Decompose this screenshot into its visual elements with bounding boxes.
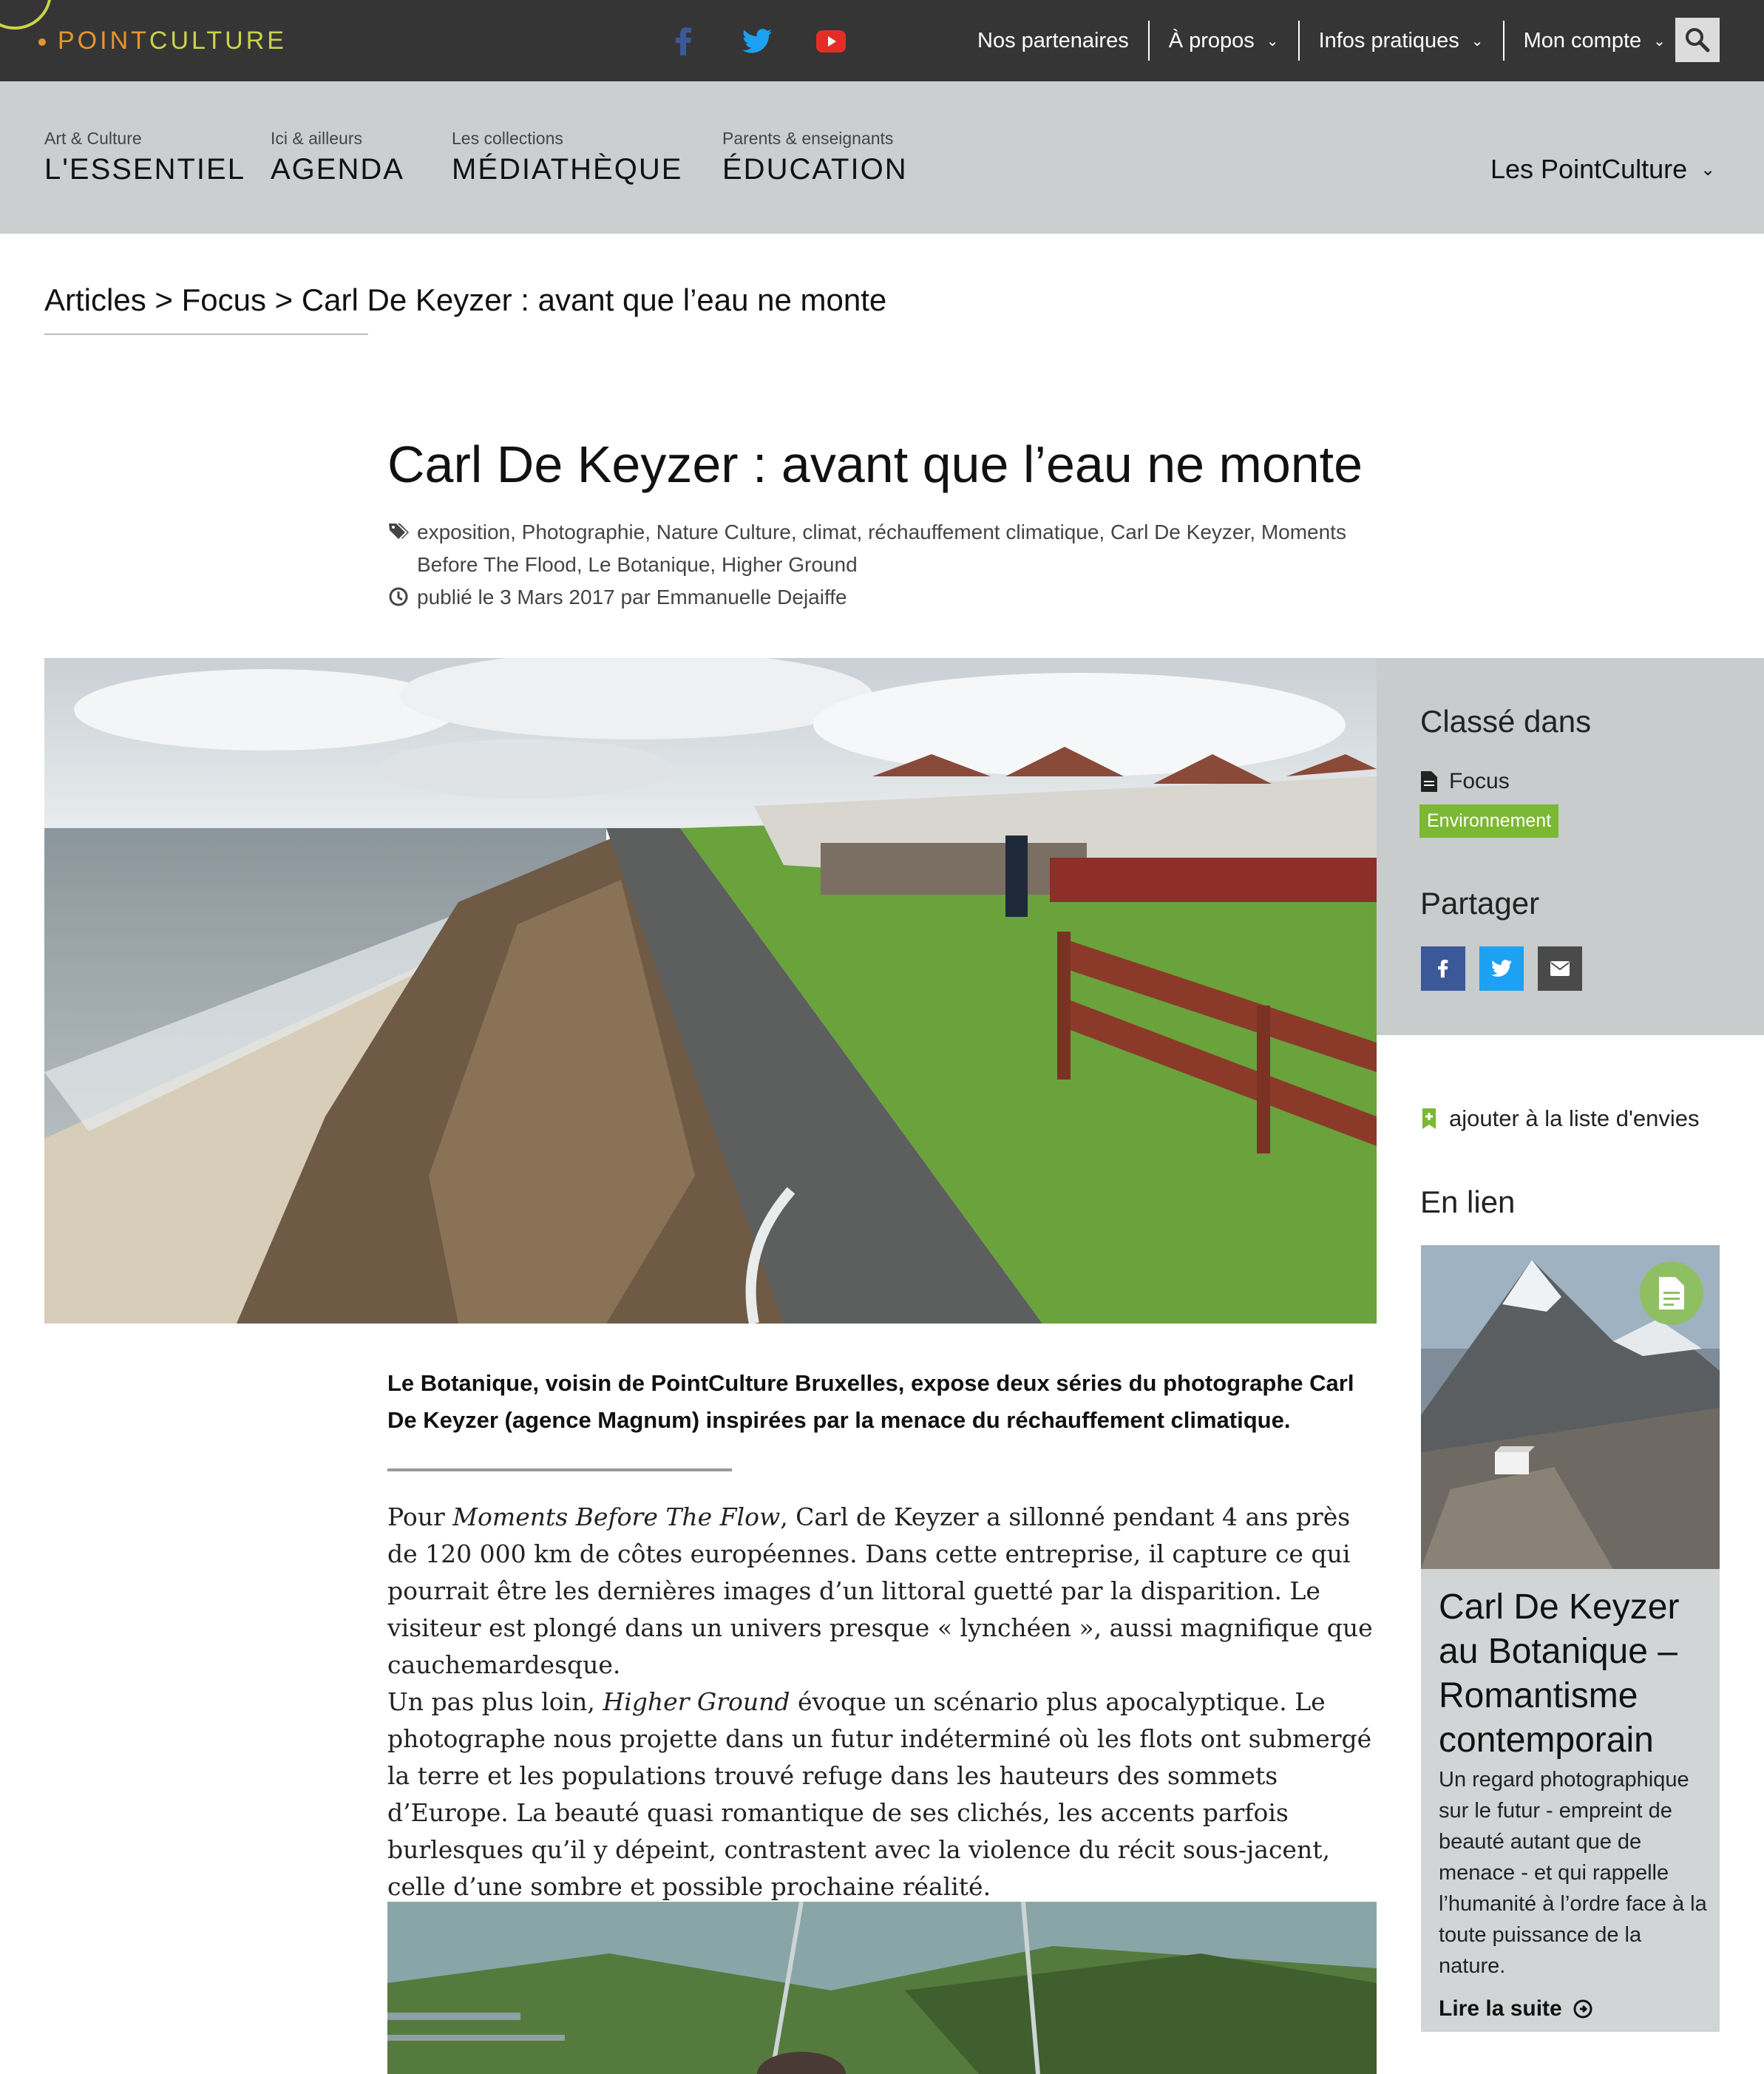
hero-image <box>44 658 1377 1324</box>
breadcrumb-current: Carl De Keyzer : avant que l’eau ne monte <box>301 282 887 317</box>
related-heading: En lien <box>1420 1185 1516 1219</box>
nav-about-label: À propos <box>1168 28 1255 52</box>
facebook-icon <box>676 27 692 55</box>
youtube-icon <box>816 30 846 52</box>
article-paragraph-2 <box>387 1684 1377 1905</box>
bookmark-plus-icon <box>1421 1108 1437 1129</box>
nav-practical-info-label: Infos pratiques <box>1318 28 1459 52</box>
add-to-wishlist-button[interactable] <box>1421 1105 1700 1132</box>
nav-agenda-subtitle: Ici & ailleurs <box>271 129 362 148</box>
article-body <box>387 1499 1377 1905</box>
article-published <box>387 581 1349 614</box>
chevron-down-icon: ⌄ <box>1266 33 1279 50</box>
tags-line-2[interactable]: Before The Flood, Le Botanique, Higher Ground <box>417 553 858 576</box>
main-navigation <box>0 81 1764 234</box>
pointculture-selector[interactable] <box>1490 154 1715 185</box>
document-icon <box>1659 1277 1684 1309</box>
article-tags <box>387 516 1349 581</box>
nav-mediatheque-subtitle: Les collections <box>452 129 563 148</box>
tags-icon <box>387 521 410 543</box>
share-facebook-button[interactable] <box>1421 946 1465 991</box>
breadcrumb <box>44 282 886 318</box>
wishlist-label: ajouter à la liste d'envies <box>1449 1105 1700 1131</box>
search-button[interactable] <box>1675 18 1720 62</box>
facebook-link[interactable] <box>668 25 700 58</box>
logo-text-point: POINT <box>58 27 149 55</box>
share-heading: Partager <box>1420 886 1540 921</box>
twitter-link[interactable] <box>741 25 773 58</box>
nav-education-title: ÉDUCATION <box>722 153 908 186</box>
breadcrumb-articles[interactable]: Articles <box>44 282 146 317</box>
related-article-summary: Un regard photographique sur le futur - empreint de beauté autant que de menace - et qui rappelle l’humanité à l’ordre face à la toute puissance de la nature. <box>1439 1768 1707 1978</box>
chevron-down-icon: ⌄ <box>1470 33 1484 50</box>
nav-about[interactable] <box>1150 21 1300 61</box>
arrow-circle-right-icon <box>1573 1999 1593 2019</box>
paragraph-1-start: Pour <box>387 1502 453 1531</box>
breadcrumb-separator: > <box>155 282 173 317</box>
nav-mediatheque[interactable] <box>452 129 682 186</box>
nav-essentiel-subtitle: Art & Culture <box>44 129 142 148</box>
chevron-down-icon: ⌄ <box>1700 159 1716 180</box>
share-twitter-button[interactable] <box>1479 946 1524 991</box>
lead-divider <box>387 1468 732 1471</box>
pointculture-logo[interactable] <box>0 0 311 81</box>
breadcrumb-underline <box>44 333 368 335</box>
nav-partners[interactable] <box>958 21 1150 61</box>
twitter-icon <box>1491 960 1512 977</box>
series-title-higher-ground: Higher Ground <box>603 1687 790 1716</box>
article-paragraph-1 <box>387 1499 1377 1684</box>
share-email-button[interactable] <box>1538 946 1582 991</box>
clock-icon <box>387 586 410 608</box>
logo-dot <box>38 38 46 46</box>
article-type-document-icon <box>1640 1261 1703 1325</box>
breadcrumb-separator: > <box>274 282 294 317</box>
series-title-moments: Moments Before The Flow <box>452 1502 781 1531</box>
pointculture-selector-label: Les PointCulture <box>1490 154 1688 184</box>
paragraph-2-end: évoque un scénario plus apocalyptique. Le photographe nous projette dans un futur indéterminé où les flots ont submergé la terre et les populations trouvé refuge dans les hauteurs des sommets d’Europe. La beauté quasi romantique de ses clichés, les accents parfois burlesques qu’il y dépeint, contrastent avec la violence du récit sous-jacent, celle d’une sombre et possible prochaine réalité. <box>387 1687 1372 1901</box>
nav-education[interactable] <box>722 129 908 186</box>
article-image-2 <box>387 1902 1377 2074</box>
search-icon <box>1685 27 1710 52</box>
page-title: Carl De Keyzer : avant que l’eau ne monte <box>387 436 1363 493</box>
nav-my-account-label: Mon compte <box>1523 28 1642 52</box>
email-icon <box>1550 961 1570 976</box>
read-more-label: Lire la suite <box>1439 1996 1562 2021</box>
nav-essentiel[interactable] <box>44 129 245 186</box>
twitter-icon <box>742 29 772 54</box>
category-label: Focus <box>1449 769 1510 793</box>
nav-agenda[interactable] <box>271 129 404 186</box>
article-lead: Le Botanique, voisin de PointCulture Bruxelles, expose deux séries du photographe Carl De Keyzer (agence Magnum) inspirées par la menace du réchauffement climatique. <box>387 1370 1354 1433</box>
top-navigation <box>958 0 1685 81</box>
classified-heading: Classé dans <box>1420 704 1592 739</box>
environment-tag[interactable]: Environnement <box>1419 804 1558 838</box>
top-bar <box>0 0 1764 81</box>
breadcrumb-focus[interactable]: Focus <box>181 282 266 317</box>
paragraph-2-start: Un pas plus loin, <box>387 1687 603 1716</box>
nav-my-account[interactable] <box>1505 21 1685 61</box>
related-article-card[interactable] <box>1421 1245 1720 2032</box>
tags-line-1[interactable]: exposition, Photographie, Nature Culture, climat, réchauffement climatique, Carl De Keyzer, Moments <box>417 521 1346 543</box>
youtube-link[interactable] <box>815 25 847 58</box>
nav-practical-info[interactable] <box>1300 21 1505 61</box>
nav-partners-label: Nos partenaires <box>977 28 1129 52</box>
nav-education-subtitle: Parents & enseignants <box>722 129 894 148</box>
read-more-link[interactable] <box>1439 1996 1593 2022</box>
logo-arc <box>0 0 52 30</box>
paragraph-1-end: , Carl de Keyzer a sillonné pendant 4 ans près de 120 000 km de côtes européennes. Dans cette entreprise, il capture ce qui pourrait être les dernières images d’un littoral guetté par la disparition. Le visiteur est plongé dans un univers presque « lynchéen », aussi magnifique que cauchemardesque. <box>387 1502 1373 1679</box>
logo-text-culture: CULTURE <box>149 27 287 55</box>
published-text: publié le 3 Mars 2017 par Emmanuelle Dejaiffe <box>417 586 847 609</box>
nav-essentiel-title: L'ESSENTIEL <box>44 153 245 186</box>
logo-text <box>58 27 287 55</box>
nav-agenda-title: AGENDA <box>271 153 404 186</box>
chevron-down-icon: ⌄ <box>1653 33 1666 50</box>
related-article-title[interactable]: Carl De Keyzer au Botanique – Romantisme contemporain <box>1439 1587 1680 1760</box>
nav-mediatheque-title: MÉDIATHÈQUE <box>452 153 683 186</box>
facebook-icon <box>1438 959 1448 978</box>
document-icon <box>1421 771 1437 792</box>
category-focus-link[interactable] <box>1421 769 1510 794</box>
